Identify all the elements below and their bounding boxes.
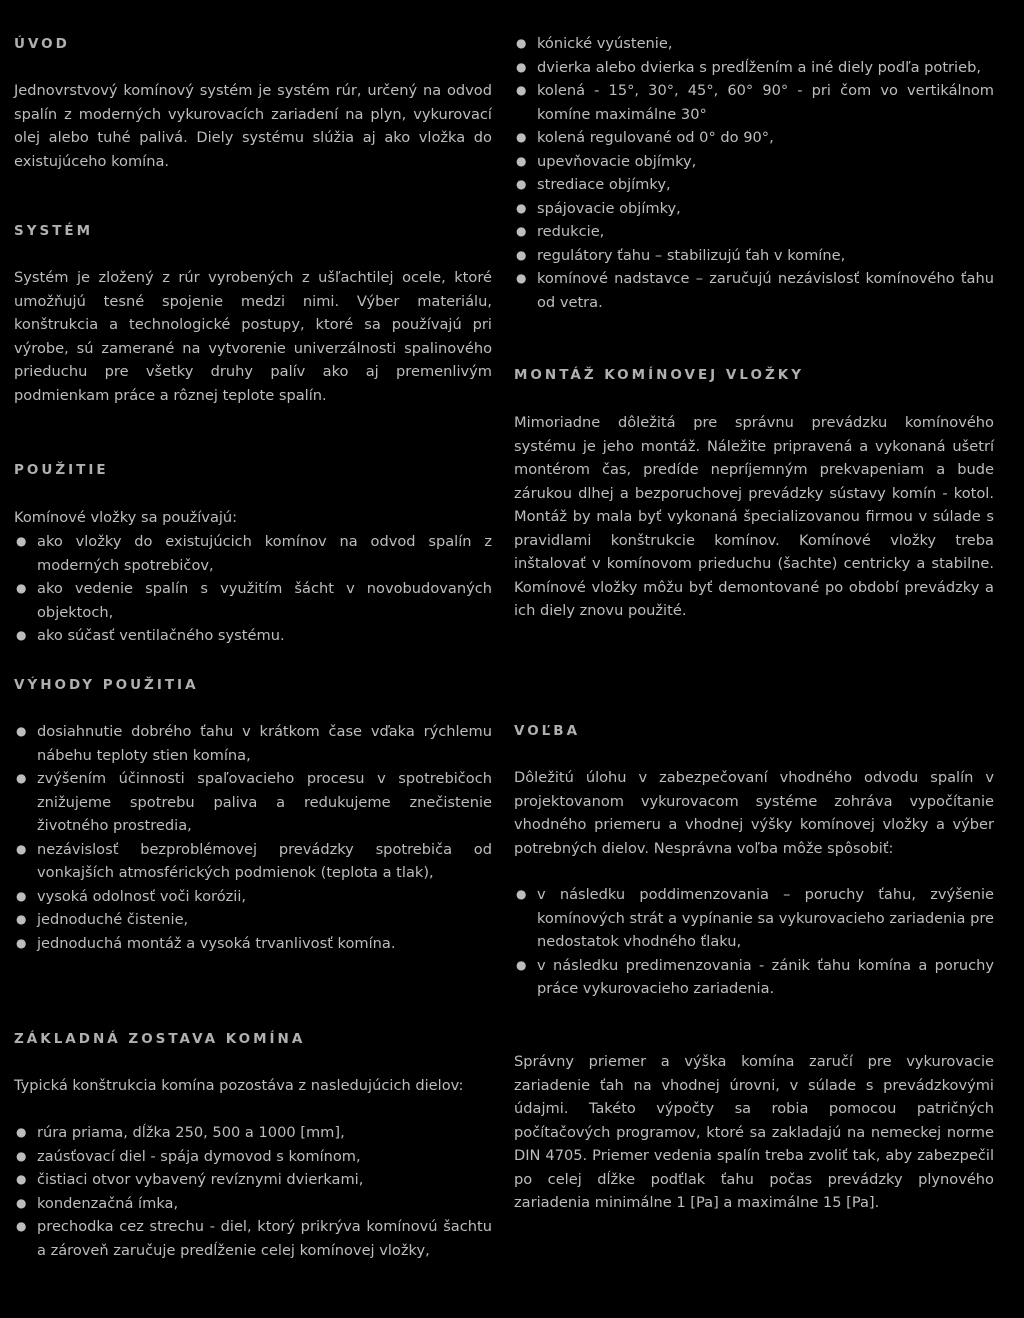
bullet-icon: ●: [16, 888, 27, 903]
list-item: ● ako súčasť ventilačného systému.: [14, 624, 492, 648]
volba-intro: Dôležitú úlohu v zabezpečovaní vhodného odvodu spalín v projektovanom vykurovacom systéme zohráva vypočítanie vhodného priemeru a vhodnej výšky komínovej vložky a výber potrebných dielov. Nesprávna voľba môže spôsobiť:: [514, 769, 994, 857]
bullet-icon: ●: [516, 247, 527, 262]
bullet-icon: ●: [16, 841, 27, 856]
bullet-icon: ●: [16, 1125, 27, 1139]
list-item: ● dvierka alebo dvierka s predĺžením a iné diely podľa potrieb,: [514, 56, 994, 80]
uvod-heading: ÚVOD: [14, 36, 70, 52]
montaz-text: Mimoriadne dôležitá pre správnu prevádzku komínového systému je jeho montáž. Náležite pripravená a vykonaná ušetrí montérom čas, predíde nepríjemným prekvapeniam a bude zárukou dlhej a bezporuchovej prevádzky sústavy komín - kotol. Montáž by mala byť vykonaná špecializovanou firmou v súlade s pravidlami konštrukcie komínov. Komínové vložky treba inštalovať v komínovom prieduchu (šachte) centricky a stabilne. Komínové vložky môžu byť demontované po období prevádzky a ich diely znovu použité.: [514, 414, 994, 619]
volba-outro: Správny priemer a výška komína zaručí pre vykurovacie zariadenie ťah na vhodnej úrovni, v súlade s prevádzkovými údajmi. Takéto výpočty sa robia pomocou patričných počítačových programov, ktoré sa zakladajú na nemeckej norme DIN 4705. Priemer vedenia spalín treba zvoliť tak, aby zabezpečil po celej dĺžke podťlak ťahu počas prevádzky plynového zariadenia minimálne 1 [Pa] a maximálne 15 [Pa].: [514, 1053, 994, 1211]
bullet-icon: ●: [16, 1195, 27, 1210]
list-item: ● regulátory ťahu – stabilizujú ťah v komíne,: [514, 244, 994, 268]
list-item: ● čistiaci otvor vybavený revíznymi dvierkami,: [14, 1168, 492, 1192]
bullet-icon: ●: [16, 935, 27, 950]
volba-heading: VOĽBA: [514, 723, 581, 739]
bullet-icon: ●: [516, 200, 527, 215]
system-heading: SYSTÉM: [14, 223, 94, 239]
bullet-icon: ●: [516, 83, 527, 97]
bullet-icon: ●: [516, 153, 527, 168]
bullet-icon: ●: [16, 912, 27, 926]
volba-list: [514, 883, 994, 1001]
zostava-list: [14, 1121, 492, 1262]
bullet-icon: ●: [516, 177, 527, 191]
list-item: ● vysoká odolnosť voči korózii,: [14, 885, 492, 909]
uvod-text: Jednovrstvový komínový systém je systém rúr, určený na odvod spalín z moderných vykurovacích zariadení na plyn, vykurovací olej alebo tuhé palivá. Diely systému slúžia aj ako vložka do existujúceho komína.: [14, 82, 492, 170]
list-item: ● prechodka cez strechu - diel, ktorý prikrýva komínovú šachtu a zároveň zaručuje predĺženie celej komínovej vložky,: [14, 1215, 492, 1262]
vyhody-heading: VÝHODY POUŽITIA: [14, 677, 199, 693]
bullet-icon: ●: [516, 224, 527, 238]
list-item: ● zaúsťovací diel - spája dymovod s komínom,: [14, 1145, 492, 1169]
list-item: ● nezávislosť bezproblémovej prevádzky spotrebiča od vonkajších atmosférických podmienok (teplota a tlak),: [14, 838, 492, 885]
bullet-icon: ●: [516, 36, 527, 50]
pouzitie-list: [14, 530, 492, 648]
list-item: ● v následku poddimenzovania – poruchy ťahu, zvýšenie komínových strát a vypínanie sa vykurovacieho zariadenia pre nedostatok vhodného ťlaku,: [514, 883, 994, 954]
list-item: ● kónické vyústenie,: [514, 32, 994, 56]
list-item: ● strediace objímky,: [514, 173, 994, 197]
bullet-icon: ●: [516, 887, 527, 901]
zostava-intro: Typická konštrukcia komína pozostáva z nasledujúcich dielov:: [14, 1077, 464, 1094]
bullet-icon: ●: [16, 771, 27, 785]
list-item: ● komínové nadstavce – zaručujú nezávislosť komínového ťahu od vetra.: [514, 267, 994, 314]
bullet-icon: ●: [516, 130, 527, 144]
bullet-icon: ●: [16, 1148, 27, 1163]
list-item: ● kondenzačná ímka,: [14, 1192, 492, 1216]
list-item: ● rúra priama, dĺžka 250, 500 a 1000 [mm],: [14, 1121, 492, 1145]
montaz-heading: MONTÁŽ KOMÍNOVEJ VLOŽKY: [514, 367, 804, 383]
list-item: ● kolená - 15°, 30°, 45°, 60° 90° - pri čom vo vertikálnom komíne maximálne 30°: [514, 79, 994, 126]
list-item: ● dosiahnutie dobrého ťahu v krátkom čase vďaka rýchlemu nábehu teploty stien komína,: [14, 720, 492, 767]
bullet-icon: ●: [516, 271, 527, 285]
list-item: ● jednoduchá montáž a vysoká trvanlivosť komína.: [14, 932, 492, 956]
list-item: ● upevňovacie objímky,: [514, 150, 994, 174]
list-item: ● zvýšením účinnosti spaľovacieho procesu v spotrebičoch znižujeme spotrebu paliva a redukujeme znečistenie životného prostredia,: [14, 767, 492, 838]
list-item: ● jednoduché čistenie,: [14, 908, 492, 932]
system-text: Systém je zložený z rúr vyrobených z ušľachtilej ocele, ktoré umožňujú tesné spojenie medzi nimi. Výber materiálu, konštrukcia a technologické postupy, ktoré sa používajú pri výrobe, sú zamerané na vytvorenie univerzálnosti spalinového prieduchu pre všetky druhy palív ako aj premenlivým podmienkam práce a rôznej teplote spalín.: [14, 269, 492, 404]
parts-list: [514, 32, 994, 314]
bullet-icon: ●: [516, 59, 527, 74]
bullet-icon: ●: [16, 724, 27, 738]
pouzitie-intro: Komínové vložky sa používajú:: [14, 509, 238, 526]
pouzitie-heading: POUŽITIE: [14, 462, 109, 478]
bullet-icon: ●: [16, 1172, 27, 1186]
list-item: ● redukcie,: [514, 220, 994, 244]
bullet-icon: ●: [16, 1219, 27, 1233]
list-item: ● kolená regulované od 0° do 90°,: [514, 126, 994, 150]
list-item: ● spájovacie objímky,: [514, 197, 994, 221]
list-item: ● ako vedenie spalín s využitím šácht v novobudovaných objektoch,: [14, 577, 492, 624]
bullet-icon: ●: [16, 581, 27, 595]
bullet-icon: ●: [16, 628, 27, 642]
list-item: ● ako vložky do existujúcich komínov na odvod spalín z moderných spotrebičov,: [14, 530, 492, 577]
bullet-icon: ●: [516, 957, 527, 972]
list-item: ● v následku predimenzovania - zánik ťahu komína a poruchy práce vykurovacieho zariadenia.: [514, 954, 994, 1001]
zostava-heading: ZÁKLADNÁ ZOSTAVA KOMÍNA: [14, 1031, 306, 1047]
vyhody-list: [14, 720, 492, 955]
bullet-icon: ●: [16, 534, 27, 548]
